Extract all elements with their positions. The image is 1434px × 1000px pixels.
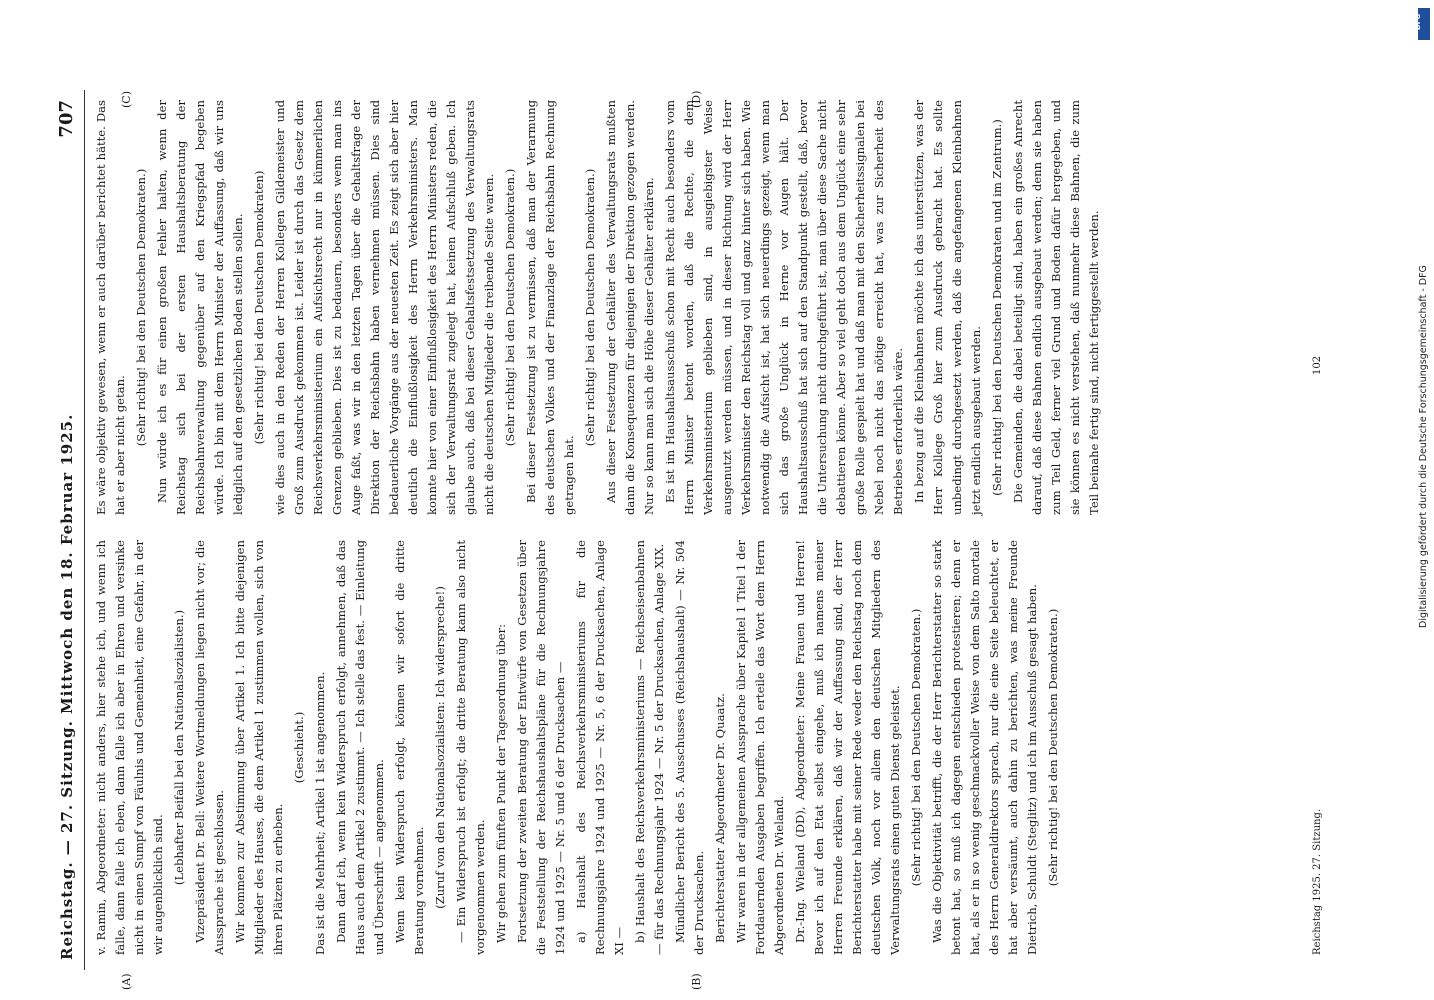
paragraph: Nun würde ich es für einen großen Fehler halten, wenn der Reichstag sich bei der ersten Haushaltsberatung der Reichsbahnverwaltung gegenüber auf den Kriegspfad begeben würde. Ich bin mit dem Herrn Minister der Auffassung, daß wir uns lediglich auf den gesetzlichen Boden stellen sollen. (155, 100, 245, 515)
paragraph: Die Gemeinden, die dabei beteiligt sind, haben ein großes Anrecht darauf, daß diese Bahnen endlich ausgebaut werden; denn sie haben zum Teil Geld, ferner viel Grund und Boden dafür hergegeben, und sie können es nicht verstehen, daß nunmehr diese Bahnen, die zum Teil beinahe fertig sind, nicht fertiggestellt werden. (1011, 100, 1101, 515)
right-column (92, 100, 1312, 515)
left-column (92, 540, 1312, 955)
paragraph: In bezug auf die Kleinbahnen möchte ich das unterstützen, was der Herr Kollege Groß hier zum Ausdruck gebracht hat. Es sollte unbedingt durchgesetzt werden, daß die angefangenen Kleinbahnen jetzt endlich ausgebaut werden. (912, 100, 983, 515)
paragraph: wie dies auch in den Reden der Herren Kollegen Gildemeister und Groß zum Ausdruck gekommen ist. Leider ist durch das Gesetz dem Reichsverkehrsministerium ein Aufsichtsrecht nur in kümmerlichen Grenzen geblieben. Dies ist zu bedauern, besonders wenn man ins Auge faßt, was wir in den letzten Tagen über die Gehaltsfrage der Direktion der Reichsbahn haben vernehmen müssen. Dies sind bedauerliche Vorgänge aus der neuesten Zeit. Es zeigt sich aber hier deutlich die Einflußlosigkeit des Herrn Verkehrsministers. Man konnte hier von einer Einflußlosigkeit des Herrn Ministers reden, die sich der Verwaltungsrat zugelegt hat, keinen Aufschluß geben. Ich glaube auch, daß bei dieser Gehaltsfestsetzung des Verwaltungsrats nicht die deutschen Mitglieder die treibende Seite waren. (273, 100, 496, 515)
page-header (50, 80, 90, 1000)
paragraph: v. Ramin, Abgeordneter: nicht anders, hier stehe ich, und wenn ich falle, dann falle ich eben, dann falle ich aber in Ehren und versinke nicht in einen Sumpf von Fäulnis und Gemeinheit, eine Gefahr, in der wir augenblicklich sind. (94, 540, 165, 955)
paragraph: (Sehr richtig! bei den Deutschen Demokraten.) (583, 168, 597, 447)
paragraph: Das ist die Mehrheit; Artikel 1 ist angenommen. (313, 671, 327, 955)
margin-mark-a: (A) (120, 973, 133, 990)
margin-mark-b: (B) (690, 973, 703, 990)
paragraph: (Sehr richtig! bei den Deutschen Demokraten und im Zentrum.) (990, 119, 1004, 496)
dfg-watermark (1416, 10, 1432, 630)
paragraph: (Sehr richtig! bei den Deutschen Demokraten.) (134, 168, 148, 447)
paragraph: Fortsetzung der zweiten Beratung der Entwürfe von Gesetzen über die Feststellung der Reichshaushaltspläne für die Rechnungsjahre 1924 und 1925 — Nr. 5 und 6 der Drucksachen — (515, 540, 567, 955)
paragraph: Es wäre objektiv gewesen, wenn er auch darüber berichtet hätte. Das hat er aber nicht getan. (94, 100, 127, 515)
margin-mark-d: (D) (690, 90, 703, 108)
page-footer (1312, 95, 1352, 955)
paragraph: Aus dieser Festsetzung der Gehälter des Verwaltungsrats mußten dann die Konsequenzen für diejenigen der Direktion gezogen werden. Nur so kann man sich die Höhe dieser Gehälter erklären. (604, 100, 656, 515)
running-head: Reichstag. — 27. Sitzung. Mittwoch den 18. Februar 1925. (58, 413, 76, 960)
paragraph: Berichterstatter Abgeordneter Dr. Quaatz. (713, 693, 727, 943)
paragraph: Wir gehen zum fünften Punkt der Tagesordnung über: (494, 623, 508, 943)
rotated-page (50, 80, 1420, 1000)
paragraph: — Ein Widerspruch ist erfolgt; die dritte Beratung kann also nicht vorgenommen werden. (454, 540, 487, 955)
footer-signature: Reichstag 1925. 27. Sitzung. (1312, 808, 1323, 955)
paragraph: Bei dieser Festsetzung ist zu vermissen, daß man der Verarmung des deutschen Volkes und der Finanzlage der Reichsbahn Rechnung getragen hat. (524, 100, 576, 515)
dfg-logo: DFG (1418, 8, 1430, 40)
paragraph: (Sehr richtig! bei den Deutschen Demokraten) (252, 170, 266, 445)
paragraph: Wir waren in der allgemeinen Aussprache über Kapitel 1 Titel 1 der Fortdauernden Ausgaben begriffen. Ich erteile das Wort dem Herrn Abgeordneten Dr. Wieland. (734, 540, 786, 955)
paragraph: Wir kommen zur Abstimmung über Artikel 1. Ich bitte diejenigen Mitglieder des Hauses, die dem Artikel 1 zustimmen wollen, sich von ihren Plätzen zu erheben. (233, 540, 285, 955)
header-rule (84, 90, 85, 970)
paragraph: Dann darf ich, wenn kein Widerspruch erfolgt, annehmen, daß das Haus auch dem Artikel 2 zustimmt. — Ich stelle das fest. — Einleitung und Überschrift — angenommen. (334, 540, 386, 955)
paragraph: Wenn kein Widerspruch erfolgt, können wir sofort die dritte Beratung vornehmen. (393, 540, 426, 955)
margin-mark-c: (C) (120, 91, 133, 108)
paragraph: (Sehr richtig! bei den Deutschen Demokraten.) (1046, 608, 1060, 887)
paragraph: Was die Objektivität betrifft, die der Herr Berichterstatter so stark betont hat, so muß ich dagegen entschieden protestieren; denn er hat, als er in so wenig geschmackvoller Weise von dem Salto mortale des Herrn Generaldirektors sprach, nur die eine Seite beleuchtet, er hat aber versäumt, auch dahin zu berichten, was meine Freunde Dietrich, Schuldt (Steglitz) und ich im Ausschuß gesagt haben. (930, 540, 1039, 955)
paragraph: (Zuruf von den Nationalsozialisten: Ich widerspreche!) (433, 586, 447, 909)
paragraph: (Lebhafter Beifall bei den Nationalsozialisten.) (172, 609, 186, 886)
paragraph: (Sehr richtig! bei den Deutschen Demokraten.) (909, 608, 923, 887)
paragraph: Mündlicher Bericht des 5. Ausschusses (Reichshaushalt) — Nr. 504 der Drucksachen. (673, 540, 706, 955)
paragraph: Es ist im Haushaltsausschuß schon mit Recht auch besonders vom Herrn Minister betont worden, daß die Rechte, die dem Verkehrsministerium geblieben sind, in ausgiebigster Weise ausgenutzt werden müssen, und in dieser Richtung wird der Herr Verkehrsminister den Reichstag voll und ganz hinter sich haben. Wie notwendig die Aufsicht ist, hat sich neuerdings gezeigt, wenn man sich das große Unglück in Herne vor Augen hält. Der Haushaltsausschuß hat sich auf den Standpunkt gestellt, daß, bevor die Untersuchung nicht durchgeführt ist, man über diese Sache nicht debattieren könne. Aber so viel geht doch aus dem Unglück eine sehr große Rolle gespielt hat und daß man mit den Sicherheitssignalen bei Nebel noch nicht das nötige erreicht hat, was zur Sicherheit des Betriebes erforderlich wäre. (663, 100, 905, 515)
paragraph: (Geschieht.) (292, 711, 306, 784)
signature-number: 102 (1312, 355, 1323, 375)
paragraph: Vizepräsident Dr. Bell: Weitere Wortmeldungen liegen nicht vor; die Aussprache ist geschlossen. (193, 540, 226, 955)
paragraph: Dr.-Ing. Wieland (DD), Abgeordneter: Meine Frauen und Herren! Bevor ich auf den Etat selbst eingehe, muß ich namens meiner Herren Freunde erklären, daß wir der Auffassung sind, der Herr Berichterstatter habe mit seiner Rede weder den Reichstag noch dem deutschen Volk, noch vor allem den deutschen Mitgliedern des Verwaltungsrats einen guten Dienst geleistet. (793, 540, 902, 955)
paragraph: b) Haushalt des Reichsverkehrsministeriums — Reichseisenbahnen — für das Rechnungsjahr 1924 — Nr. 5 der Drucksachen, Anlage XIX. (633, 540, 666, 955)
paragraph: (Sehr richtig! bei den Deutschen Demokraten.) (503, 168, 517, 447)
dfg-watermark-text: Digitalisierung gefördert durch die Deutsche Forschungsgemeinschaft - DFG (1418, 265, 1429, 628)
page-number: 707 (56, 100, 77, 138)
paragraph: a) Haushalt des Reichsverkehrsministeriums für die Rechnungsjahre 1924 und 1925 — Nr. 5, 6 der Drucksachen, Anlage XI — (574, 540, 626, 955)
